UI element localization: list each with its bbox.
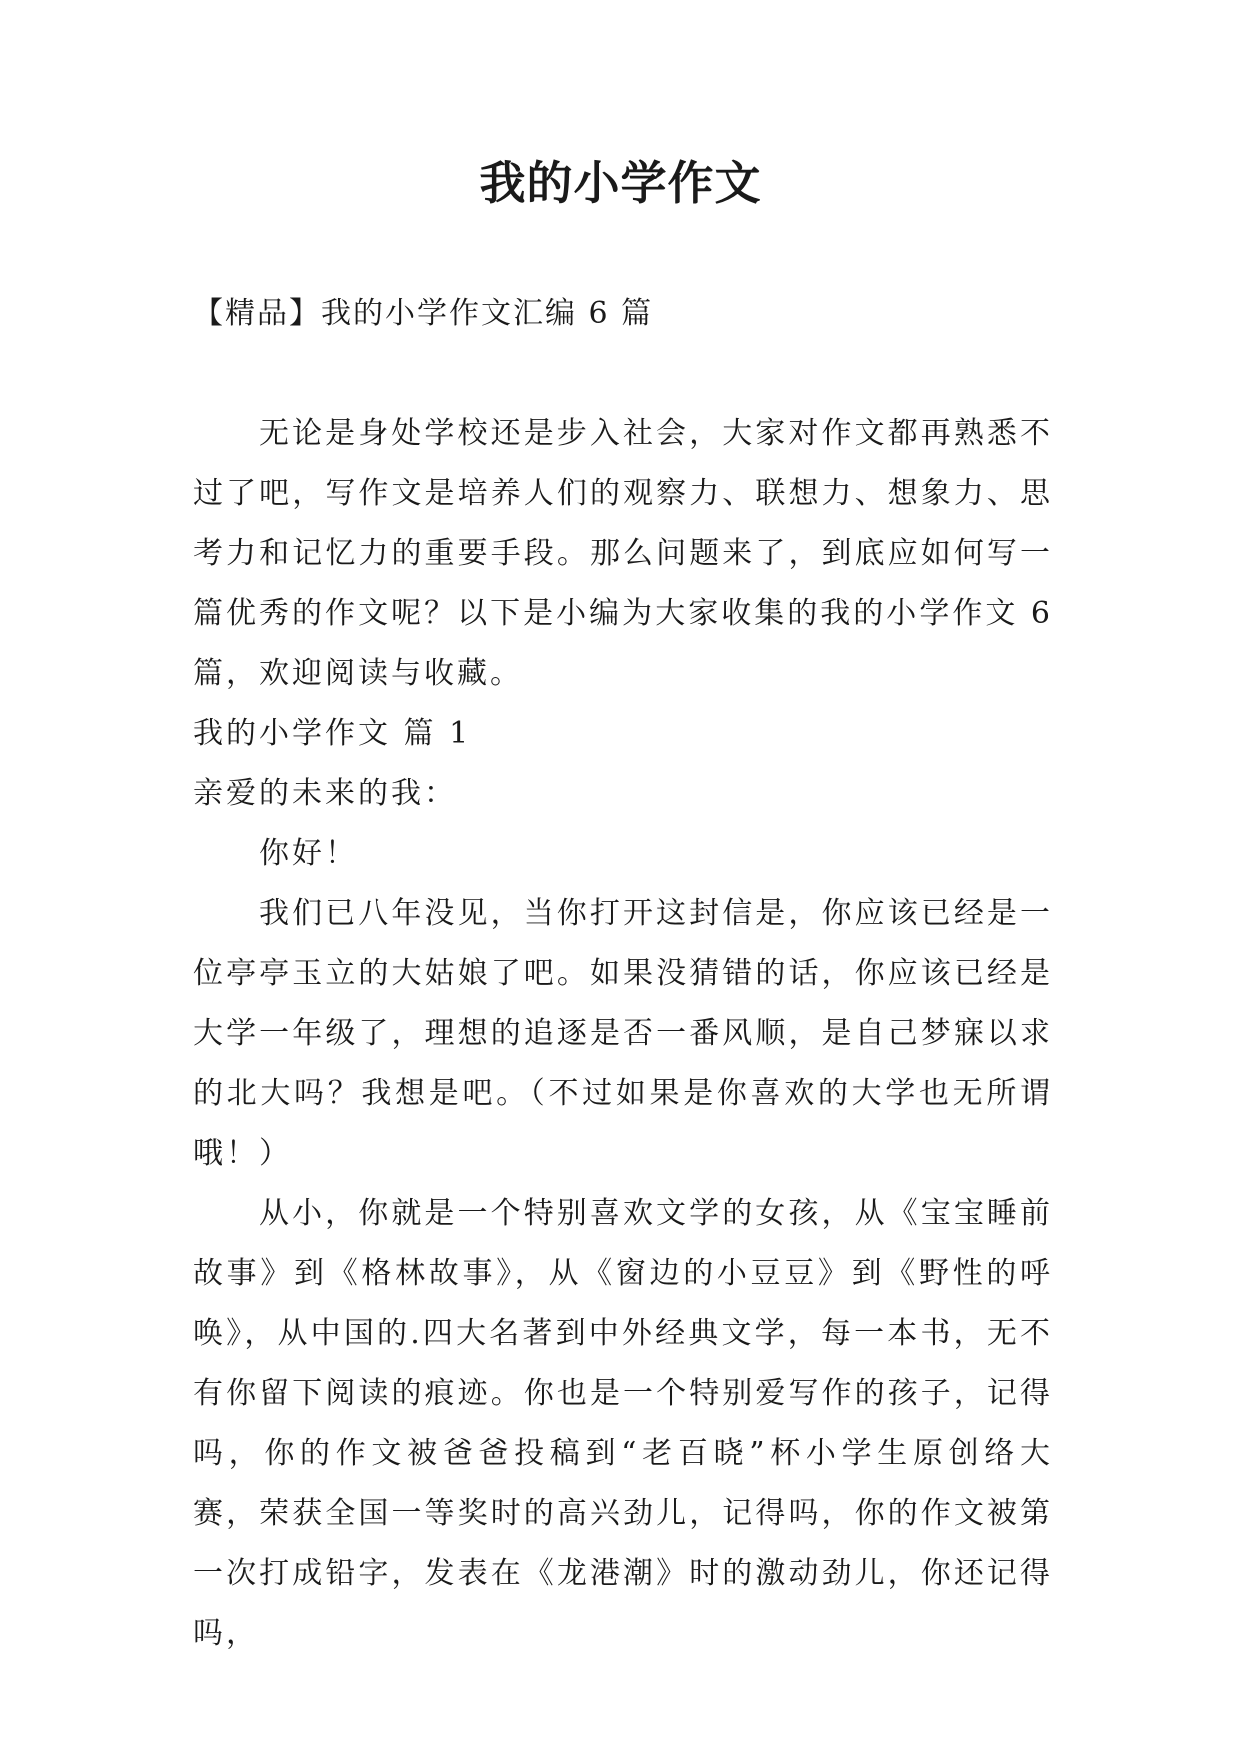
body-paragraph: 我们已八年没见，当你打开这封信是，你应该已经是一位亭亭玉立的大姑娘了吧。如果没猜错的话，你应该已经是大学一年级了，理想的追逐是否一番风顺，是自己梦寐以求的北大吗？我想是吧。（不过如果是你喜欢的大学也无所谓哦！）	[193, 896, 1053, 1171]
document-body	[193, 404, 1053, 1664]
letter-salutation: 亲爱的未来的我：	[193, 776, 457, 811]
intro-paragraph: 无论是身处学校还是步入社会，大家对作文都再熟悉不过了吧，写作文是培养人们的观察力、联想力、想象力、思考力和记忆力的重要手段。那么问题来了，到底应如何写一篇优秀的作文呢？以下是小编为大家收集的我的小学作文 6 篇，欢迎阅读与收藏。	[193, 416, 1053, 691]
body-paragraph: 从小，你就是一个特别喜欢文学的女孩，从《宝宝睡前故事》到《格林故事》，从《窗边的小豆豆》到《野性的呼唤》，从中国的.四大名著到中外经典文学，每一本书，无不有你留下阅读的痕迹。你也是一个特别爱写作的孩子，记得吗，你的作文被爸爸投稿到“老百晓”杯小学生原创络大赛，荣获全国一等奖时的高兴劲儿，记得吗，你的作文被第一次打成铅字，发表在《龙港潮》时的激动劲儿，你还记得吗，	[193, 1196, 1053, 1651]
document-title: 我的小学作文	[479, 156, 762, 210]
section-heading: 我的小学作文 篇 1	[193, 716, 472, 751]
document-subtitle: 【精品】我的小学作文汇编 6 篇	[193, 296, 654, 331]
letter-greeting: 你好！	[259, 836, 358, 871]
